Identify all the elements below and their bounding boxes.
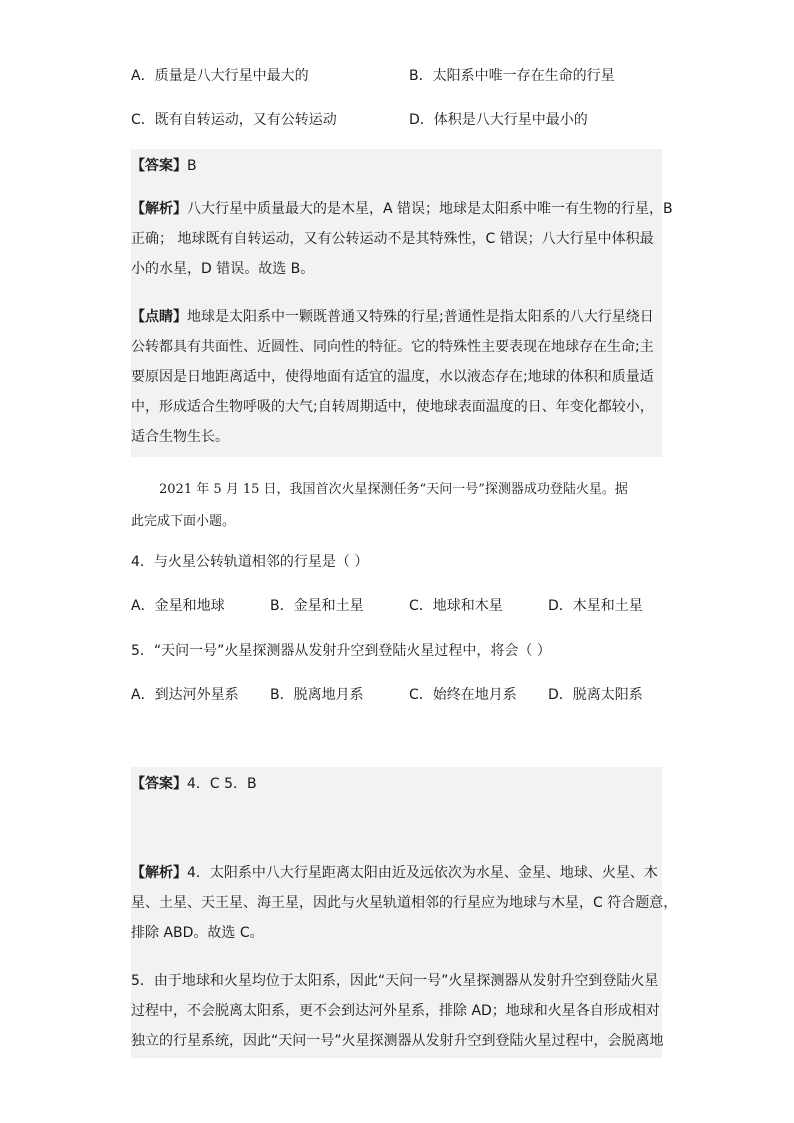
- analysis-line: 独立的行星系统，因此“天问一号”火星探测器从发射升空到登陆火星过程中，会脱离地: [131, 1033, 664, 1049]
- analysis-1: [131, 194, 673, 284]
- answer-value: 4．C 5．B: [187, 776, 257, 792]
- comment-1: [131, 302, 662, 452]
- q4-option-d: D．木星和土星: [548, 598, 643, 614]
- answer-tag: 【答案】: [131, 158, 187, 174]
- analysis-line: 过程中，不会脱离太阳系，更不会到达河外星系，排除 AD；地球和火星各自形成相对: [131, 1003, 660, 1019]
- analysis-2-part-5: [131, 966, 662, 1056]
- comment-line: 适合生物生长。: [131, 429, 229, 445]
- analysis-tag: 【解析】: [131, 201, 187, 217]
- intro-passage: [131, 474, 662, 538]
- q3-option-b: B．太阳系中唯一存在生命的行星: [409, 68, 615, 84]
- q5-option-c: C．始终在地月系: [409, 687, 517, 703]
- comment-tag: 【点睛】: [131, 309, 187, 325]
- q5-option-a: A．到达河外星系: [131, 687, 239, 703]
- analysis-line: 八大行星中质量最大的是木星，A 错误；地球是太阳系中唯一有生物的行星，B: [187, 201, 673, 217]
- intro-line: 此完成下面小题。: [131, 514, 236, 529]
- analysis-line: 正确； 地球既有自转运动，又有公转运动不是其特殊性，C 错误；八大行星中体积最: [131, 231, 654, 247]
- answer-value: B: [187, 158, 197, 174]
- q4-option-c: C．地球和木星: [409, 598, 503, 614]
- q5-option-b: B．脱离地月系: [270, 687, 364, 703]
- comment-line: 地球是太阳系中一颗既普通又特殊的行星;普通性是指太阳系的八大行星绕日: [187, 309, 654, 325]
- answer-tag: 【答案】: [131, 776, 187, 792]
- analysis-tag: 【解析】: [131, 865, 187, 881]
- answer-1: [131, 156, 197, 176]
- q3-option-d: D．体积是八大行星中最小的: [409, 112, 588, 128]
- analysis-line: 排除 ABD。故选 C。: [131, 925, 264, 941]
- comment-line: 公转都具有共面性、近圆性、同向性的特征。它的特殊性主要表现在地球存在生命;主: [131, 339, 654, 355]
- q3-option-a: A．质量是八大行星中最大的: [131, 68, 309, 84]
- q4-option-b: B．金星和土星: [270, 598, 364, 614]
- analysis-line: 小的水星，D 错误。故选 B。: [131, 261, 315, 277]
- analysis-line: 5．由于地球和火星均位于太阳系，因此“天问一号”火星探测器从发射升空到登陆火星: [131, 973, 659, 989]
- comment-line: 中，形成适合生物呼吸的大气;自转周期适中，使地球表面温度的日、年变化都较小，: [131, 399, 654, 415]
- q5-stem: 5．“天问一号”火星探测器从发射升空到登陆火星过程中，将会（ ）: [131, 643, 551, 659]
- analysis-2: [131, 858, 678, 948]
- q5-option-d: D．脱离太阳系: [548, 687, 643, 703]
- comment-line: 要原因是日地距离适中，使得地面有适宜的温度，水以液态存在;地球的体积和质量适: [131, 369, 654, 385]
- analysis-line: 4．太阳系中八大行星距离太阳由近及远依次为水星、金星、地球、火星、木: [187, 865, 658, 881]
- q4-stem: 4．与火星公转轨道相邻的行星是（ ）: [131, 554, 369, 570]
- intro-line: 2021 年 5 月 15 日，我国首次火星探测任务“天问一号”探测器成功登陆火星。据: [159, 482, 628, 497]
- q4-option-a: A．金星和地球: [131, 598, 225, 614]
- q3-option-c: C．既有自转运动，又有公转运动: [131, 112, 337, 128]
- answer-2: [131, 774, 257, 794]
- analysis-line: 星、土星、天王星、海王星，因此与火星轨道相邻的行星应为地球与木星，C 符合题意，: [131, 895, 678, 911]
